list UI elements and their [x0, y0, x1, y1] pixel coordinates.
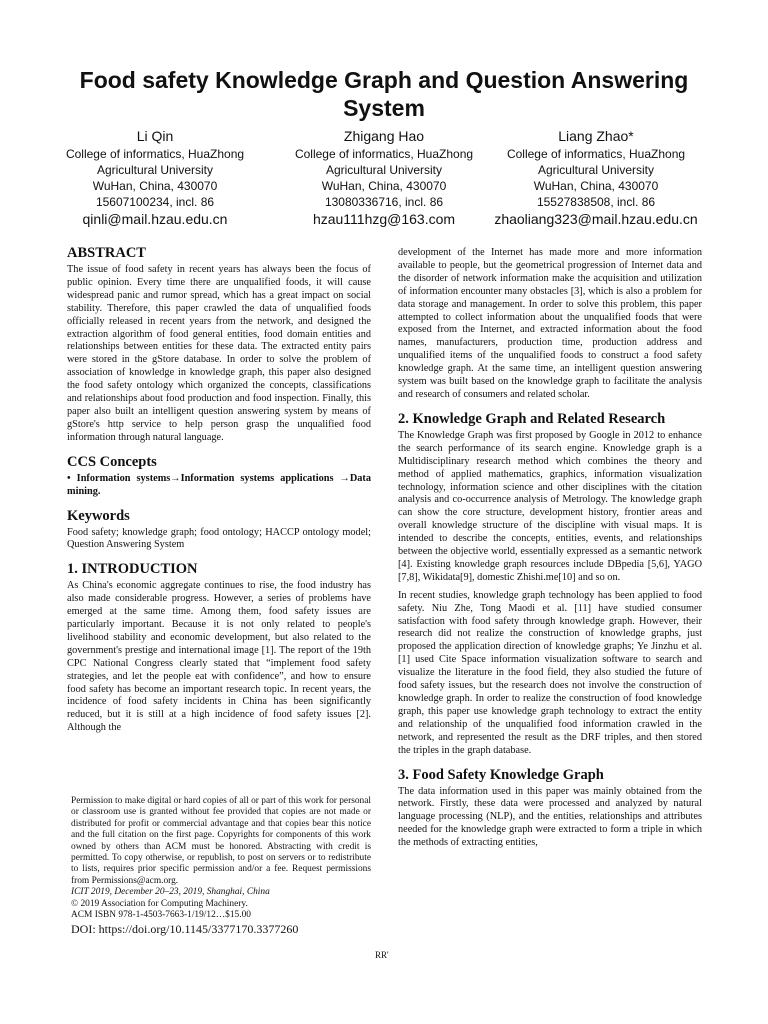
paper-title: Food safety Knowledge Graph and Question Answering System [79, 67, 689, 121]
permission-text: Permission to make digital or hard copies of all or part of this work for personal or classroom use is granted without fee provided that copies are not made or distributed for profit or commercial advantage and that copies bear this notice and the full citation on the first page. Copyrights for components of this work owned by others than ACM must be honored. Abstracting with credit is permitted. To copy otherwise, or republish, to post on servers or to redistribute to lists, requires prior specific permission and/or a fee. Request permissions from Permissions@acm.org. [71, 796, 371, 886]
left-column [67, 244, 371, 735]
ccs-heading: CCS Concepts [67, 453, 157, 470]
author-email[interactable]: zhaoliang323@mail.hzau.edu.cn [494, 211, 698, 227]
abstract-heading: ABSTRACT [67, 245, 146, 261]
author-affiliation: College of informatics, HuaZhong [294, 147, 474, 161]
section2-para1: The Knowledge Graph was first proposed by Google in 2012 to enhance the search performance of its search engine. Knowledge graph is a Multidisciplinary research method which combines the theory and method of applied mathematics, graphics, information visualization technology, information science and other disciplines with the citation analysis and co-occurrence analysis of Metrology. The knowledge graph can show the core structure, development history, frontier areas and overall knowledge structure of the discipline with visual maps. It is intended to describe the concepts, entities, events, and relationships between the objective world, essentially expressed as a semantic network [4]. Existing knowledge graph resources include DBpedia [5,6], YAGO [7,8], Wikidata[9], domestic Zhishi.me[10] and so on. [398, 429, 702, 583]
author-block [40, 126, 270, 228]
author-phone: 15527838508, incl. 86 [536, 195, 656, 209]
permission-block [71, 796, 371, 937]
author-name: Li Qin [136, 128, 174, 144]
ccs-text: • Information systems→Information systems applications →Data mining. [67, 472, 371, 497]
keywords-text: Food safety; knowledge graph; food ontology; HACCP ontology model; Question Answering System [67, 526, 371, 551]
author-affiliation: College of informatics, HuaZhong [506, 147, 686, 161]
author-affiliation: Agricultural University [325, 163, 443, 177]
author-block [269, 126, 499, 228]
author-affiliation: College of informatics, HuaZhong [65, 147, 245, 161]
doi-link[interactable]: DOI: https://doi.org/10.1145/3377170.3377260 [71, 922, 299, 937]
isbn-line: ACM ISBN 978-1-4503-7663-1/19/12…$15.00 [71, 910, 251, 921]
section3-heading: 3. Food Safety Knowledge Graph [398, 766, 604, 783]
right-column [398, 247, 702, 850]
author-affiliation: Agricultural University [96, 163, 214, 177]
abstract-text: The issue of food safety in recent years has always been the focus of public opinion. Every time there are unqualified foods, it will cause widespread panic and rumor spread, which has a great impact on social stability. Therefore, this paper crawled the data of unqualified foods officially released in recent years from the network, and designed the extraction algorithm of food general entities, food domain entities and relationships between entities for these data. The extracted entity pairs were stored in the gStore database. In order to solve the problem of association of knowledge in knowledge graph, this paper also designed the food safety ontology which organized the concepts, classifications and relationships about food production and food inspection. Finally, this paper also built an intelligent question answering system by means of gStore's http service to help person grasp the unqualified food information through natural language. [67, 264, 371, 443]
author-name: Liang Zhao* [558, 128, 634, 144]
author-name: Zhigang Hao [343, 128, 425, 144]
author-phone: 13080336716, incl. 86 [324, 195, 444, 209]
introduction-continued: development of the Internet has made more and more information available to people, but the geometrical progression of Internet data and the disorder of network information make the acquisition and utilization of information encounter many obstacles [3], which is also a problem for data storage and management. In order to solve this problem, this paper attempted to collect information about the unqualified foods that were exposed from the Internet, and extracted information about the food names, manufacturers, production time, production address and unqualified items of the unqualified foods to construct a food safety knowledge graph. At the same time, an intelligent question answering system was built based on the knowledge graph to facilitate the analysis and research of consumers and related scholar. [398, 247, 702, 400]
author-location: WuHan, China, 430070 [533, 179, 659, 193]
copyright-line: © 2019 Association for Computing Machinery. [71, 898, 248, 909]
section2-para2: In recent studies, knowledge graph technology has been applied to food safety. Niu Zhe, Tong Maodi et al. [11] have studied consumer satisfaction with food safety through knowledge graph. However, their research did not realize the construction of knowledge graphs, just proposed the application direction of knowledge graphs; Ye Jinzhu et al.[1] used Cite Space information visualization software to search and visualize the literature in the food field, they also studied the future of food safety issues, but the research does not involve the construction of knowledge graph. In order to realize the construction of food knowledge graph, this paper use knowledge graph technology to extract the entity and relationship of the unqualified food information crawled in the network, and represented the result as the DRF triples, and then stored the triples in the graph database. [398, 589, 702, 756]
author-location: WuHan, China, 430070 [321, 179, 447, 193]
author-block [481, 126, 711, 228]
keywords-heading: Keywords [67, 507, 130, 524]
author-phone: 15607100234, incl. 86 [95, 195, 215, 209]
conference-info: ICIT 2019, December 20–23, 2019, Shanghai, China [71, 887, 270, 898]
author-location: WuHan, China, 430070 [92, 179, 218, 193]
author-email[interactable]: qinli@mail.hzau.edu.cn [82, 211, 228, 227]
section2-heading: 2. Knowledge Graph and Related Research [398, 410, 666, 427]
author-affiliation: Agricultural University [537, 163, 655, 177]
author-email[interactable]: hzau111hzg@163.com [312, 211, 456, 227]
introduction-text: As China's economic aggregate continues to rise, the food industry has also made considerable progress. However, a series of problems have emerged at the same time. Among them, food safety issues are particularly important. Because it is not only related to people's livelihood stability and economic development, but also related to the government's prestige and international image [1]. The report of the 19th CPC National Congress clearly stated that “implement food safety strategies, and let the people eat with confidence”, and how to ensure food safety has become an important research topic. In recent years, the incidence of food safety incidents in China has been significantly reduced, but it is still at a high incidence of food safety issues [2]. Although the [67, 580, 371, 734]
page-mark: RR' [375, 950, 389, 960]
section3-para1: The data information used in this paper was mainly obtained from the network. Firstly, these data were processed and analyzed by natural language processing (NLP), and the entities, relationships and attributes needed for the knowledge graph were extracted to form a triple in which the methods of extracting entities, [398, 785, 702, 849]
introduction-heading: 1. INTRODUCTION [67, 561, 198, 578]
